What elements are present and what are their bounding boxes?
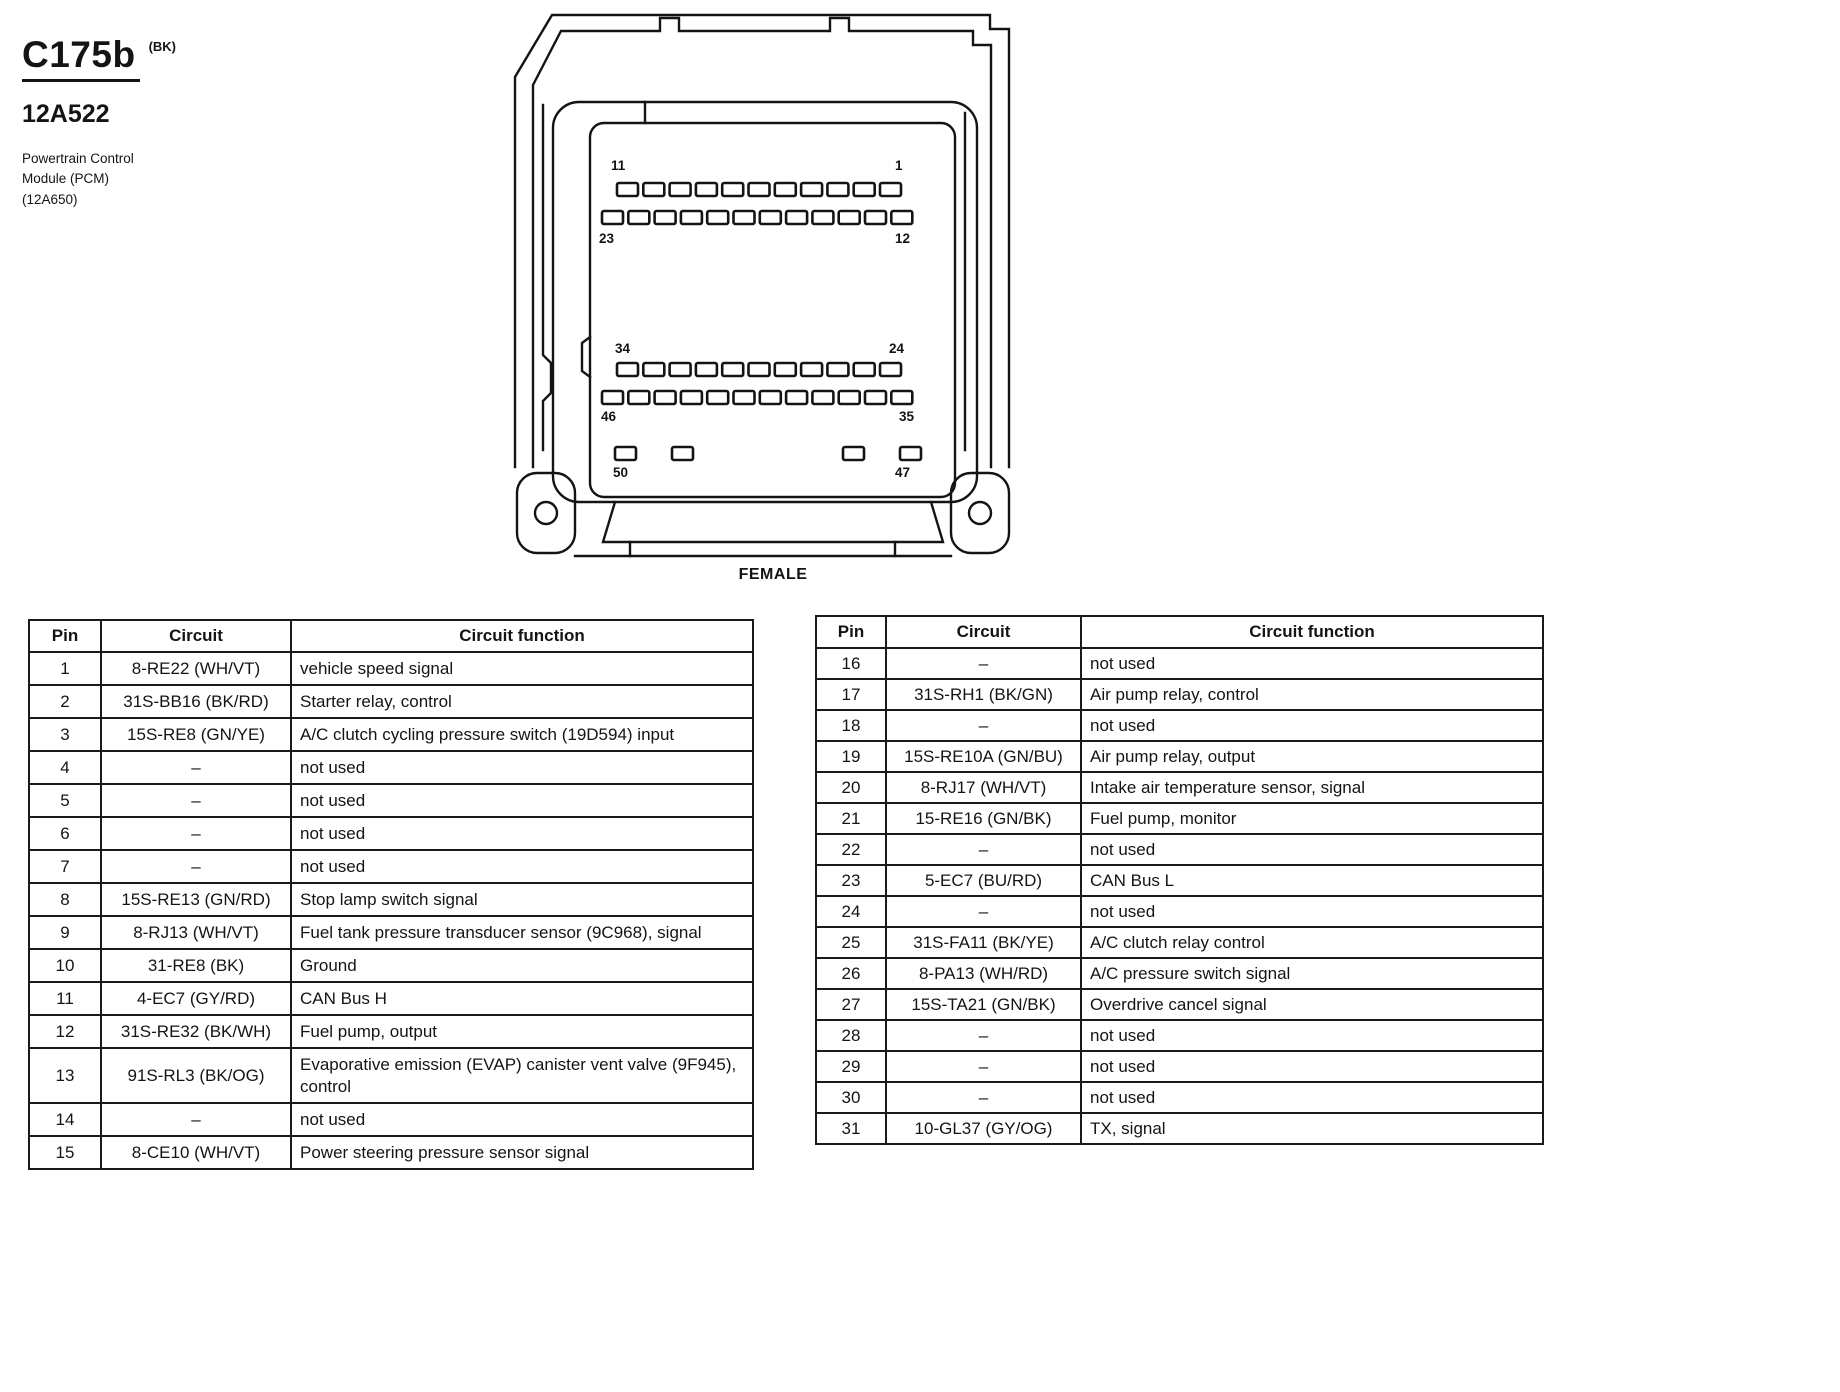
table-row: [816, 865, 1543, 896]
pin-number-cell: 4: [29, 751, 101, 784]
pin-number-cell: 26: [816, 958, 886, 989]
pin-number-cell: 18: [816, 710, 886, 741]
pin-slot: [801, 363, 822, 376]
circuit-code-cell: 8-RJ17 (WH/VT): [886, 772, 1081, 803]
circuit-function-cell: CAN Bus L: [1081, 865, 1543, 896]
circuit-function-cell: not used: [1081, 710, 1543, 741]
table-row: [29, 949, 753, 982]
circuit-function-cell: A/C clutch cycling pressure switch (19D594) input: [291, 718, 753, 751]
table-row: [816, 1020, 1543, 1051]
table-row: [816, 648, 1543, 679]
circuit-function-cell: Air pump relay, control: [1081, 679, 1543, 710]
circuit-function-cell: CAN Bus H: [291, 982, 753, 1015]
pin-slot: [617, 183, 638, 196]
table-row: [29, 1015, 753, 1048]
pin-slot: [843, 447, 864, 460]
connector-header: [22, 34, 322, 210]
circuit-code-cell: 4-EC7 (GY/RD): [101, 982, 291, 1015]
pin-slot: [839, 211, 860, 224]
pin-number-cell: 3: [29, 718, 101, 751]
pin-slot: [681, 391, 702, 404]
pin-number-cell: 13: [29, 1048, 101, 1103]
table-row: [29, 817, 753, 850]
pin-slot: [681, 211, 702, 224]
circuit-code-cell: –: [886, 1051, 1081, 1082]
gender-label: FEMALE: [738, 566, 808, 583]
mounting-ear-right: [951, 473, 1009, 553]
circuit-function-cell: Fuel pump, monitor: [1081, 803, 1543, 834]
circuit-code-cell: –: [101, 784, 291, 817]
table-row: [29, 883, 753, 916]
pin-label: 46: [601, 409, 617, 424]
table-row: [816, 772, 1543, 803]
table-row: [29, 1103, 753, 1136]
pin-number-cell: 10: [29, 949, 101, 982]
circuit-function-cell: Evaporative emission (EVAP) canister vent valve (9F945), control: [291, 1048, 753, 1103]
pin-number-cell: 22: [816, 834, 886, 865]
pin-number-cell: 16: [816, 648, 886, 679]
pin-number-cell: 25: [816, 927, 886, 958]
circuit-function-cell: not used: [1081, 1082, 1543, 1113]
pin-number-cell: 14: [29, 1103, 101, 1136]
connector-id: C175b: [22, 34, 140, 82]
pin-slot: [655, 391, 676, 404]
pin-number-cell: 31: [816, 1113, 886, 1144]
col-header-pin: Pin: [29, 620, 101, 652]
circuit-code-cell: –: [886, 710, 1081, 741]
circuit-code-cell: 31S-FA11 (BK/YE): [886, 927, 1081, 958]
circuit-function-cell: A/C clutch relay control: [1081, 927, 1543, 958]
pin-number-cell: 30: [816, 1082, 886, 1113]
circuit-function-cell: Power steering pressure sensor signal: [291, 1136, 753, 1169]
table-row: [816, 834, 1543, 865]
pin-slot: [880, 363, 901, 376]
table-row: [29, 652, 753, 685]
circuit-function-cell: not used: [1081, 648, 1543, 679]
circuit-code-cell: –: [101, 1103, 291, 1136]
pin-slot: [696, 363, 717, 376]
component-line: (12A650): [22, 191, 78, 207]
table-row: [816, 1113, 1543, 1144]
circuit-code-cell: –: [886, 834, 1081, 865]
table-row: [29, 1048, 753, 1103]
circuit-function-cell: not used: [291, 850, 753, 883]
pin-number-cell: 6: [29, 817, 101, 850]
pin-slot: [891, 211, 912, 224]
circuit-function-cell: not used: [291, 751, 753, 784]
pin-number-cell: 20: [816, 772, 886, 803]
pin-slot: [617, 363, 638, 376]
col-header-circuit: Circuit: [886, 616, 1081, 648]
pin-slot: [707, 211, 728, 224]
pin-number-cell: 7: [29, 850, 101, 883]
pin-slot: [643, 183, 664, 196]
circuit-function-cell: A/C pressure switch signal: [1081, 958, 1543, 989]
pin-number-cell: 19: [816, 741, 886, 772]
pin-slot: [722, 183, 743, 196]
mounting-hole-left: [535, 502, 557, 524]
pin-slot: [854, 183, 875, 196]
circuit-function-cell: Air pump relay, output: [1081, 741, 1543, 772]
pin-slot: [749, 363, 770, 376]
pin-label: 35: [899, 409, 915, 424]
pin-slot: [672, 447, 693, 460]
mounting-ear-left: [517, 473, 575, 553]
pin-slot: [628, 211, 649, 224]
table-row: [816, 927, 1543, 958]
pin-slot: [760, 211, 781, 224]
circuit-code-cell: 31S-BB16 (BK/RD): [101, 685, 291, 718]
circuit-code-cell: –: [886, 648, 1081, 679]
table-row: [29, 982, 753, 1015]
pin-slot: [854, 363, 875, 376]
table-row: [816, 896, 1543, 927]
component-line: Module (PCM): [22, 171, 110, 187]
circuit-code-cell: 10-GL37 (GY/OG): [886, 1113, 1081, 1144]
pin-slot: [900, 447, 921, 460]
pin-number-cell: 1: [29, 652, 101, 685]
circuit-code-cell: 31-RE8 (BK): [101, 949, 291, 982]
table-row: [29, 784, 753, 817]
pin-slot: [696, 183, 717, 196]
pin-slot: [643, 363, 664, 376]
col-header-function: Circuit function: [291, 620, 753, 652]
pin-number-cell: 27: [816, 989, 886, 1020]
pin-label: 24: [889, 341, 905, 356]
pin-number-cell: 24: [816, 896, 886, 927]
pin-slot: [722, 363, 743, 376]
pin-slot: [655, 211, 676, 224]
circuit-function-cell: Fuel pump, output: [291, 1015, 753, 1048]
pin-slot: [812, 211, 833, 224]
circuit-function-cell: not used: [1081, 896, 1543, 927]
pin-number-cell: 15: [29, 1136, 101, 1169]
connector-diagram: [503, 5, 1043, 565]
circuit-code-cell: –: [101, 751, 291, 784]
circuit-code-cell: –: [886, 1020, 1081, 1051]
circuit-code-cell: 91S-RL3 (BK/OG): [101, 1048, 291, 1103]
pin-slot: [775, 363, 796, 376]
table-row: [816, 741, 1543, 772]
circuit-function-cell: Starter relay, control: [291, 685, 753, 718]
connector-outline-drawing: [503, 5, 1043, 565]
circuit-function-cell: Fuel tank pressure transducer sensor (9C968), signal: [291, 916, 753, 949]
pin-number-cell: 29: [816, 1051, 886, 1082]
circuit-code-cell: 15S-RE13 (GN/RD): [101, 883, 291, 916]
pin-label: 50: [613, 465, 629, 480]
table-header-row: [816, 616, 1543, 648]
pin-label: 11: [611, 158, 626, 173]
table-row: [816, 710, 1543, 741]
pin-slot: [801, 183, 822, 196]
pin-slot: [628, 391, 649, 404]
table-row: [29, 685, 753, 718]
circuit-function-cell: Stop lamp switch signal: [291, 883, 753, 916]
pin-slot: [615, 447, 636, 460]
circuit-code-cell: 15S-TA21 (GN/BK): [886, 989, 1081, 1020]
connector-face: [590, 123, 955, 497]
pin-slot: [734, 391, 755, 404]
pin-number-cell: 12: [29, 1015, 101, 1048]
pin-number-cell: 9: [29, 916, 101, 949]
circuit-function-cell: not used: [1081, 1020, 1543, 1051]
pin-slot: [749, 183, 770, 196]
pin-number-cell: 11: [29, 982, 101, 1015]
pin-slot: [865, 211, 886, 224]
pin-slot: [839, 391, 860, 404]
col-header-function: Circuit function: [1081, 616, 1543, 648]
pin-number-cell: 2: [29, 685, 101, 718]
circuit-code-cell: 8-PA13 (WH/RD): [886, 958, 1081, 989]
pin-number-cell: 17: [816, 679, 886, 710]
pin-slot: [827, 363, 848, 376]
table-row: [816, 958, 1543, 989]
circuit-code-cell: 31S-RE32 (BK/WH): [101, 1015, 291, 1048]
pin-label: 34: [615, 341, 631, 356]
circuit-code-cell: 15-RE16 (GN/BK): [886, 803, 1081, 834]
table-row: [816, 1051, 1543, 1082]
circuit-code-cell: 31S-RH1 (BK/GN): [886, 679, 1081, 710]
col-header-circuit: Circuit: [101, 620, 291, 652]
pin-label: 47: [895, 465, 911, 480]
circuit-code-cell: 5-EC7 (BU/RD): [886, 865, 1081, 896]
pin-slot: [786, 211, 807, 224]
pin-slot: [602, 391, 623, 404]
circuit-function-cell: Ground: [291, 949, 753, 982]
pin-slot: [707, 391, 728, 404]
circuit-function-cell: not used: [1081, 1051, 1543, 1082]
circuit-function-cell: not used: [291, 817, 753, 850]
col-header-pin: Pin: [816, 616, 886, 648]
circuit-code-cell: 8-RJ13 (WH/VT): [101, 916, 291, 949]
mounting-hole-right: [969, 502, 991, 524]
table-row: [29, 718, 753, 751]
circuit-function-cell: not used: [291, 784, 753, 817]
pin-slot: [891, 391, 912, 404]
table-row: [816, 679, 1543, 710]
table-row: [29, 916, 753, 949]
circuit-code-cell: –: [886, 896, 1081, 927]
circuit-code-cell: 8-RE22 (WH/VT): [101, 652, 291, 685]
pin-slot: [670, 363, 691, 376]
part-number: 12A522: [22, 100, 110, 128]
pin-label: 12: [895, 231, 911, 246]
circuit-function-cell: not used: [291, 1103, 753, 1136]
circuit-code-cell: 15S-RE10A (GN/BU): [886, 741, 1081, 772]
pin-slot: [670, 183, 691, 196]
pin-slot: [786, 391, 807, 404]
circuit-function-cell: TX, signal: [1081, 1113, 1543, 1144]
pin-number-cell: 8: [29, 883, 101, 916]
table-row: [816, 803, 1543, 834]
pin-label: 1: [895, 158, 903, 173]
circuit-function-cell: not used: [1081, 834, 1543, 865]
pin-slot: [880, 183, 901, 196]
component-description: [22, 149, 322, 210]
circuit-code-cell: 8-CE10 (WH/VT): [101, 1136, 291, 1169]
table-row: [816, 989, 1543, 1020]
table-row: [29, 751, 753, 784]
pin-label: 23: [599, 231, 615, 246]
connector-color-code: (BK): [148, 39, 176, 54]
component-line: Powertrain Control: [22, 151, 134, 166]
circuit-code-cell: –: [886, 1082, 1081, 1113]
pin-slot: [827, 183, 848, 196]
pin-slot: [734, 211, 755, 224]
pin-slot: [812, 391, 833, 404]
pin-slot: [602, 211, 623, 224]
circuit-code-cell: –: [101, 850, 291, 883]
circuit-function-cell: vehicle speed signal: [291, 652, 753, 685]
pin-number-cell: 23: [816, 865, 886, 896]
pin-slot: [760, 391, 781, 404]
pinout-table-right: [815, 615, 1544, 1145]
table-row: [29, 850, 753, 883]
pin-number-cell: 21: [816, 803, 886, 834]
table-header-row: [29, 620, 753, 652]
pin-slot: [775, 183, 796, 196]
table-row: [816, 1082, 1543, 1113]
pinout-table-left: [28, 619, 754, 1170]
pin-number-cell: 5: [29, 784, 101, 817]
circuit-code-cell: –: [101, 817, 291, 850]
pin-slot: [865, 391, 886, 404]
circuit-function-cell: Intake air temperature sensor, signal: [1081, 772, 1543, 803]
circuit-function-cell: Overdrive cancel signal: [1081, 989, 1543, 1020]
pin-number-cell: 28: [816, 1020, 886, 1051]
table-row: [29, 1136, 753, 1169]
circuit-code-cell: 15S-RE8 (GN/YE): [101, 718, 291, 751]
